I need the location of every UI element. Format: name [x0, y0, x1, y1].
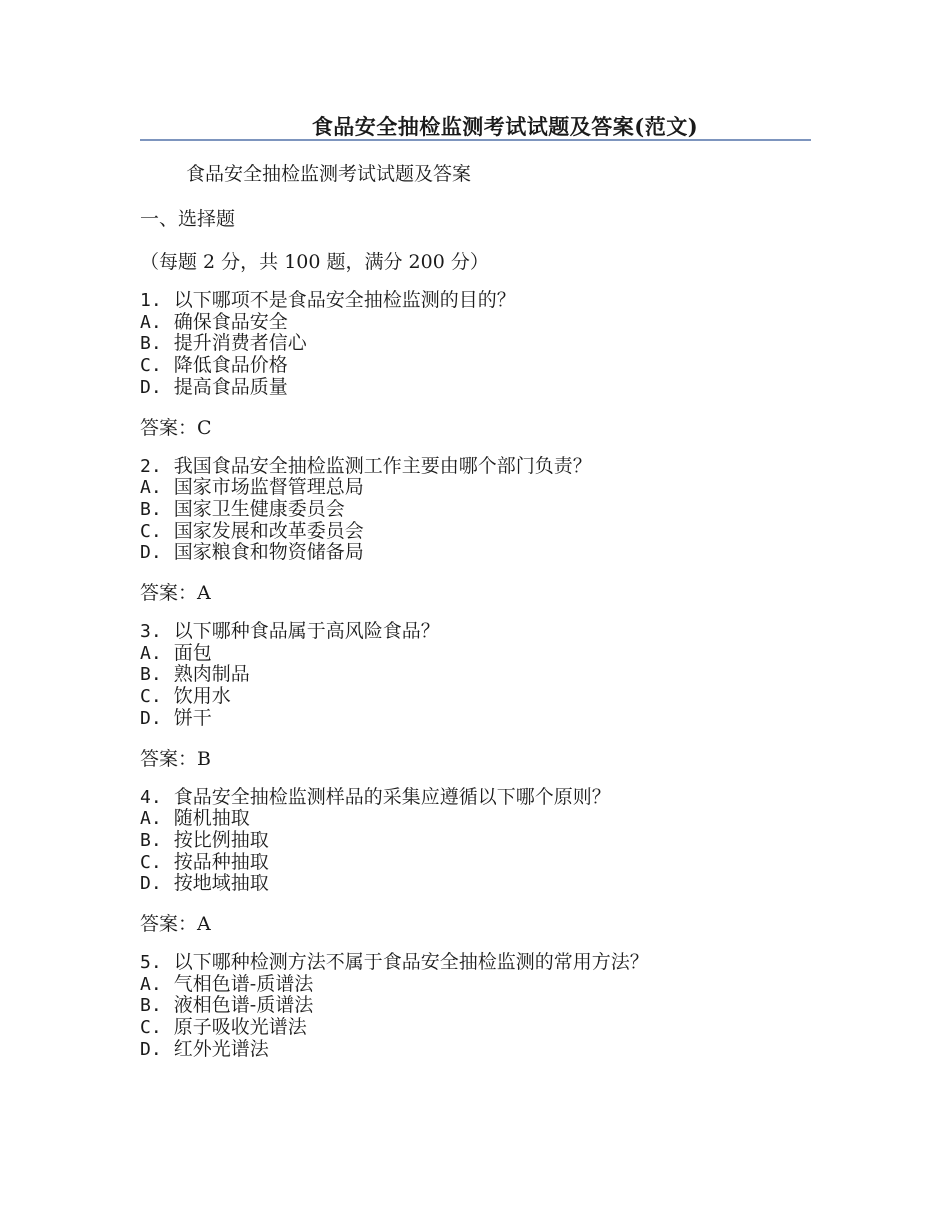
answer-option: [140, 830, 810, 852]
option-text: 国家市场监督管理总局: [173, 476, 364, 499]
answer-option: [140, 377, 810, 399]
option-letter: A.: [140, 642, 162, 664]
option-text: 国家发展和改革委员会: [173, 519, 364, 542]
question-number: 5.: [140, 952, 162, 974]
question-text: [140, 456, 810, 478]
option-letter: C.: [140, 1017, 162, 1039]
answer-option: [140, 1017, 810, 1039]
option-letter: B.: [140, 333, 162, 355]
question-stem: 以下哪种食品属于高风险食品？: [173, 620, 440, 643]
option-text: 液相色谱-质谱法: [173, 994, 314, 1017]
option-text: 气相色谱-质谱法: [173, 972, 314, 995]
option-letter: A.: [140, 808, 162, 830]
option-letter: B.: [140, 498, 162, 520]
question-item: [140, 952, 810, 1061]
answer-key: 答案：A: [140, 582, 211, 605]
answer-option: [140, 355, 810, 377]
question-item: [140, 787, 810, 896]
question-stem: 以下哪种检测方法不属于食品安全抽检监测的常用方法？: [173, 951, 649, 974]
document-body: [140, 160, 810, 1076]
option-text: 随机抽取: [173, 807, 250, 830]
option-letter: B.: [140, 829, 162, 851]
option-text: 饼干: [173, 706, 212, 729]
answer-option: [140, 708, 810, 730]
option-text: 原子吸收光谱法: [173, 1016, 307, 1039]
option-letter: C.: [140, 520, 162, 542]
option-text: 降低食品价格: [173, 354, 288, 377]
answer-option: [140, 974, 810, 996]
answer-option: [140, 312, 810, 334]
question-list: [140, 290, 810, 1061]
question-text: [140, 787, 810, 809]
answer-option: [140, 643, 810, 665]
document-subtitle: 食品安全抽检监测考试试题及答案: [186, 163, 472, 185]
option-letter: C.: [140, 851, 162, 873]
option-text: 按比例抽取: [173, 828, 269, 851]
question-text: [140, 952, 810, 974]
option-text: 确保食品安全: [173, 310, 288, 333]
answer-option: [140, 808, 810, 830]
title-divider: [140, 139, 811, 141]
answer-key: 答案：A: [140, 913, 211, 936]
answer-key: 答案：B: [140, 747, 211, 770]
score-note: （每题 2 分，共 100 题，满分 200 分）: [140, 251, 489, 273]
option-letter: D.: [140, 542, 162, 564]
question-item: [140, 290, 810, 399]
question-text: [140, 290, 810, 312]
option-text: 饮用水: [173, 685, 231, 708]
document-title: 食品安全抽检监测考试试题及答案(范文): [311, 114, 699, 139]
option-letter: C.: [140, 355, 162, 377]
option-text: 国家卫生健康委员会: [173, 497, 345, 520]
option-text: 按品种抽取: [173, 850, 269, 873]
answer-option: [140, 664, 810, 686]
answer-key: 答案：C: [140, 416, 212, 439]
option-letter: C.: [140, 686, 162, 708]
answer-option: [140, 521, 810, 543]
answer-option: [140, 542, 810, 564]
option-text: 面包: [173, 641, 212, 664]
question-number: 3.: [140, 621, 162, 643]
option-text: 按地域抽取: [173, 872, 269, 895]
answer-option: [140, 686, 810, 708]
option-text: 国家粮食和物资储备局: [173, 541, 364, 564]
answer-option: [140, 333, 810, 355]
question-stem: 以下哪项不是食品安全抽检监测的目的？: [173, 289, 516, 311]
question-number: 2.: [140, 455, 162, 477]
answer-option: [140, 852, 810, 874]
question-item: [140, 621, 810, 730]
question-item: [140, 456, 810, 565]
question-number: 1.: [140, 290, 162, 311]
option-letter: A.: [140, 973, 162, 995]
option-letter: D.: [140, 1038, 162, 1060]
option-letter: A.: [140, 311, 162, 333]
option-text: 红外光谱法: [173, 1037, 269, 1060]
option-letter: B.: [140, 995, 162, 1017]
question-number: 4.: [140, 786, 162, 808]
answer-option: [140, 499, 810, 521]
option-letter: D.: [140, 707, 162, 729]
option-letter: B.: [140, 664, 162, 686]
option-text: 熟肉制品: [173, 663, 250, 686]
answer-option: [140, 1039, 810, 1061]
answer-option: [140, 995, 810, 1017]
answer-option: [140, 873, 810, 895]
option-letter: D.: [140, 376, 162, 398]
question-stem: 食品安全抽检监测样品的采集应遵循以下哪个原则？: [173, 785, 611, 808]
question-stem: 我国食品安全抽检监测工作主要由哪个部门负责？: [173, 454, 592, 477]
question-text: [140, 621, 810, 643]
section-heading: 一、选择题: [140, 208, 236, 230]
option-letter: A.: [140, 477, 162, 499]
option-text: 提升消费者信心: [173, 332, 307, 355]
answer-option: [140, 477, 810, 499]
option-text: 提高食品质量: [173, 375, 288, 398]
option-letter: D.: [140, 873, 162, 895]
